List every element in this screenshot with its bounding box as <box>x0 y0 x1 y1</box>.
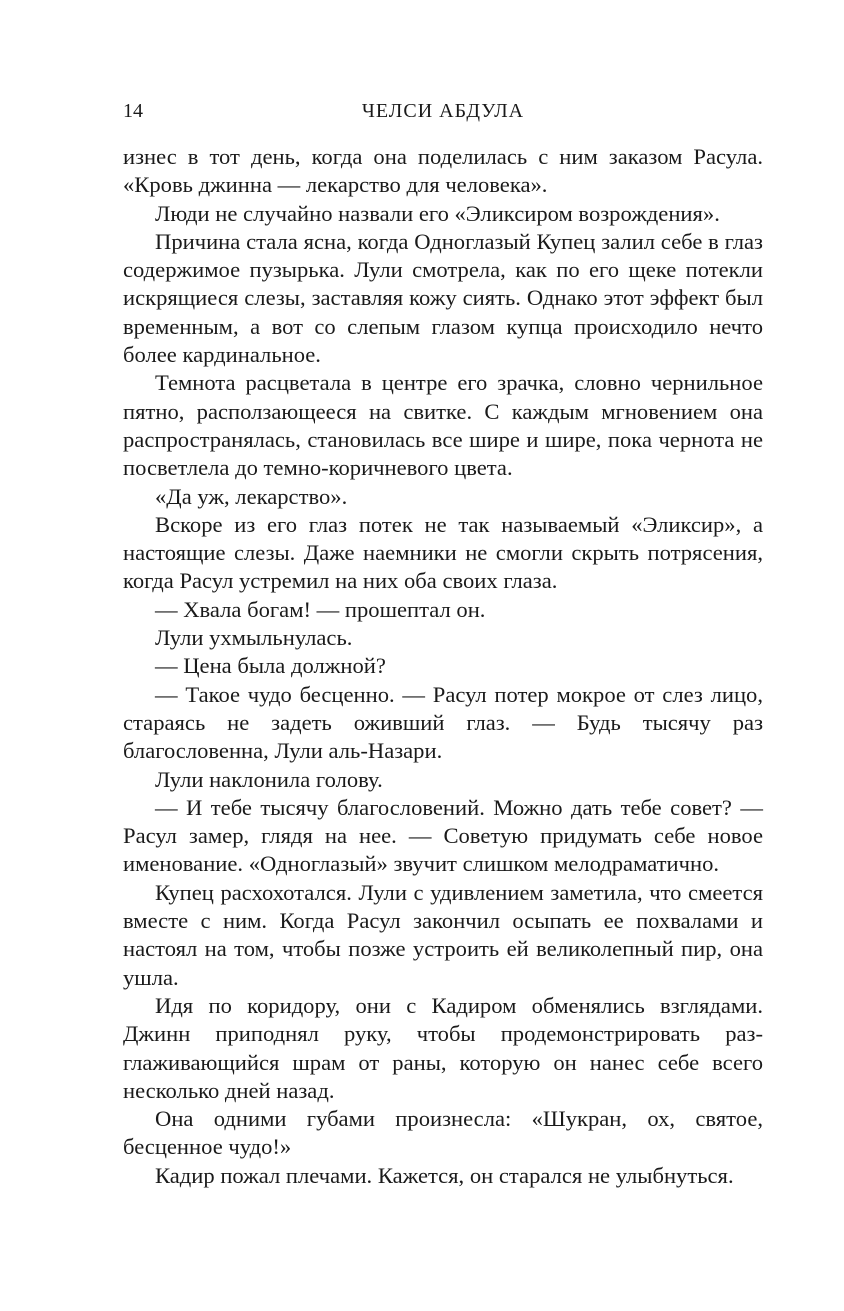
paragraph: Причина стала ясна, когда Одноглазый Купец залил себе в глаз содержимое пузырька. Лули смотрела, как по его щеке потекли искрящиеся слезы, заставляя кожу сиять. Однако этот эффект был временным, а вот со слепым глазом купца происходило нечто более кардинальное. <box>123 228 763 368</box>
paragraph: Купец расхохотался. Лули с удивлением заметила, что смеется вместе с ним. Когда Расул закончил осыпать ее похвалами и настоял на том, чтобы позже устроить ей великолепный пир, она ушла. <box>123 879 763 990</box>
body-text <box>123 143 763 1190</box>
paragraph-continued: изнес в тот день, когда она поделилась с ним заказом Расула. «Кровь джинна — лекарство для человека». <box>123 144 763 198</box>
paragraph: Темнота расцветала в центре его зрачка, словно чернильное пятно, расползающееся на свитке. С каждым мгновением она распространялась, становилась все шире и шире, пока чернота не посветлела до темно-коричневого цвета. <box>123 370 763 481</box>
running-head <box>123 96 763 126</box>
paragraph: Люди не случайно назвали его «Эликсиром возрождения». <box>155 200 720 226</box>
paragraph: «Да уж, лекарство». <box>155 483 348 509</box>
paragraph: Лули ухмыльнулась. <box>155 625 353 651</box>
running-head-author: ЧЕЛСИ АБДУЛА <box>361 100 525 122</box>
dialogue-line: — Хвала богам! — прошептал он. <box>155 596 486 622</box>
page-number: 14 <box>123 100 143 122</box>
paragraph: Кадир пожал плечами. Кажется, он старался не улыбнуться. <box>155 1162 734 1188</box>
paragraph: Идя по коридору, они с Кадиром обменялись взглядами. Джинн приподнял руку, чтобы продемонстрировать разглаживающийся шрам от раны, которую он нанес себе всего несколько дней назад. <box>123 992 763 1103</box>
paragraph: Вскоре из его глаз потек не так называемый «Эликсир», а настоящие слезы. Даже наемники не смогли скрыть потрясения, когда Расул устремил на них оба своих глаза. <box>123 511 763 594</box>
dialogue-line: — И тебе тысячу благословений. Можно дать тебе совет? — Расул замер, глядя на нее. — Советую придумать себе новое именование. «Одноглазый» звучит слишком мелодраматично. <box>123 794 763 877</box>
dialogue-line: — Цена была должной? <box>155 653 386 679</box>
dialogue-line: — Такое чудо бесценно. — Расул потер мокрое от слез лицо, стараясь не задеть оживший глаз. — Будь тысячу раз благословенна, Лули аль-Назари. <box>123 681 763 764</box>
paragraph: Она одними губами произнесла: «Шукран, ох, святое, бесценное чудо!» <box>123 1106 763 1160</box>
paragraph: Лули наклонила голову. <box>155 766 383 792</box>
